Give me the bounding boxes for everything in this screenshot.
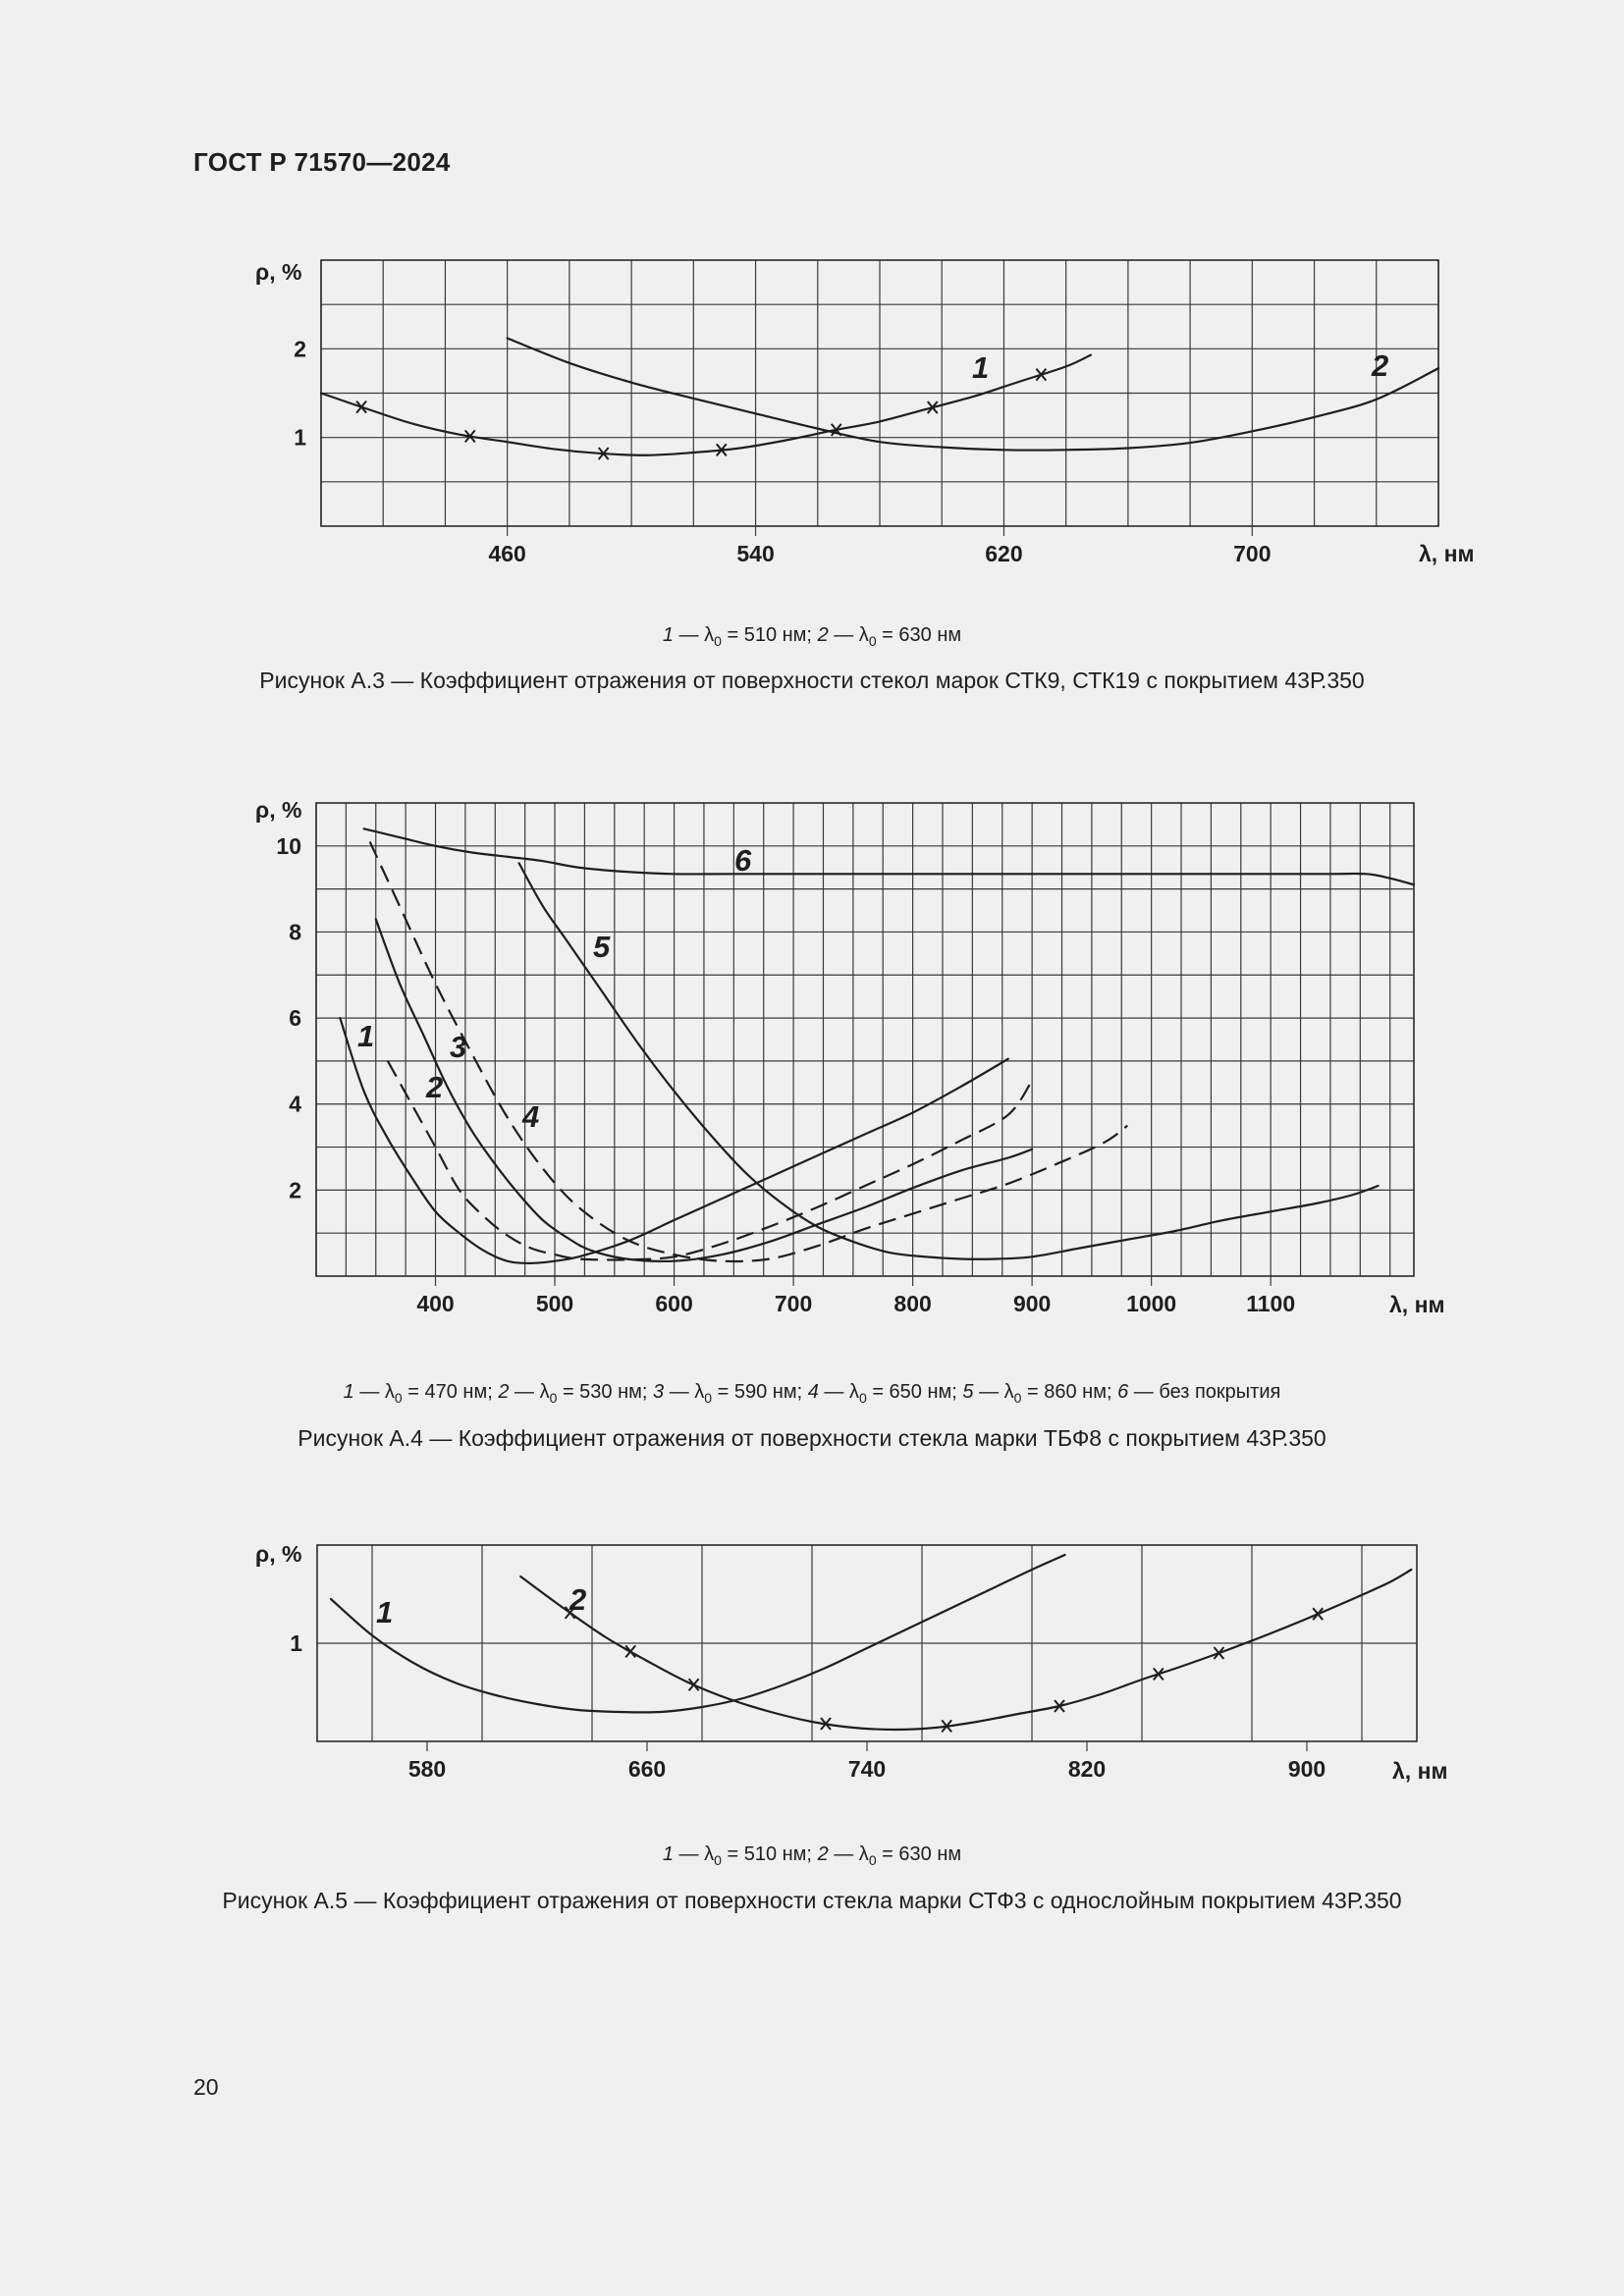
legend-text-part: 0 <box>1013 1390 1022 1406</box>
x-tick-label: 580 <box>407 1756 447 1782</box>
legend-a5 <box>0 1843 1624 1868</box>
series-2-marker <box>1214 1647 1223 1659</box>
y-tick-label: 1 <box>294 424 306 451</box>
y-axis-label: ρ, % <box>255 259 302 285</box>
legend-text-part: 1 <box>662 1843 674 1865</box>
x-tick-label: 660 <box>627 1756 667 1782</box>
y-tick-label: 6 <box>289 1005 301 1032</box>
legend-text-part: = 530 нм; <box>557 1381 654 1403</box>
x-tick-label: 900 <box>1287 1756 1326 1782</box>
y-tick-label: 2 <box>289 1177 301 1203</box>
legend-text-part: = 590 нм; <box>712 1381 808 1403</box>
document-header: ГОСТ Р 71570—2024 <box>193 147 451 177</box>
legend-text-part: 6 <box>1117 1381 1129 1403</box>
series-2-line <box>520 1570 1411 1730</box>
y-axis-label: ρ, % <box>255 1541 302 1567</box>
legend-text-part: 0 <box>714 1852 722 1868</box>
legend-text-part: 0 <box>714 633 722 649</box>
series-2-marker <box>689 1679 699 1690</box>
x-tick-label: 600 <box>655 1291 693 1316</box>
legend-text-part: — λ <box>674 624 715 646</box>
series-5-label: 5 <box>593 930 611 964</box>
caption-a5: Рисунок А.5 — Коэффициент отражения от поверхности стекла марки СТФ3 с однослойным покрытием 43Р.350 <box>222 1888 1402 1913</box>
y-tick-label: 4 <box>289 1091 301 1117</box>
legend-text-part: 1 <box>343 1381 354 1403</box>
legend-text-part: = 630 нм <box>876 1843 962 1865</box>
legend-text-part: — λ <box>509 1381 550 1403</box>
series-2-label: 2 <box>1372 348 1389 383</box>
series-4-label: 4 <box>522 1099 540 1134</box>
legend-text-part: = 510 нм; <box>721 1843 818 1865</box>
series-1-label: 1 <box>376 1595 394 1629</box>
series-1-label: 1 <box>357 1019 375 1053</box>
y-tick-label: 10 <box>276 832 301 859</box>
legend-text-part: = 470 нм; <box>402 1381 499 1403</box>
legend-text-part: — λ <box>353 1381 395 1403</box>
x-tick-label: 800 <box>893 1291 932 1316</box>
x-tick-label: 1000 <box>1126 1291 1177 1316</box>
caption-a3: Рисунок А.3 — Коэффициент отражения от поверхности стекол марок СТК9, СТК19 с покрытием 43Р.350 <box>259 667 1365 693</box>
y-tick-label: 8 <box>289 919 301 945</box>
x-tick-label: 700 <box>1233 541 1272 566</box>
legend-text-part: 2 <box>498 1381 510 1403</box>
legend-text-part: — λ <box>828 624 869 646</box>
page-number: 20 <box>193 2074 219 2100</box>
series-2-marker <box>1313 1608 1323 1620</box>
legend-text-part: — λ <box>828 1843 869 1865</box>
x-axis-label: λ, нм <box>1392 1758 1448 1784</box>
legend-text-part: — λ <box>674 1843 715 1865</box>
legend-text-part: — λ <box>818 1381 859 1403</box>
legend-text-part: 0 <box>549 1390 558 1406</box>
x-tick-label: 740 <box>847 1756 887 1782</box>
x-tick-label: 900 <box>1012 1291 1052 1316</box>
y-tick-label: 1 <box>290 1630 302 1656</box>
legend-text-part: 3 <box>653 1381 665 1403</box>
series-6-label: 6 <box>734 843 752 878</box>
legend-text-part: = 630 нм <box>876 624 962 646</box>
series-2-label: 2 <box>569 1582 587 1617</box>
x-tick-label: 700 <box>774 1291 813 1316</box>
y-axis-label: ρ, % <box>255 797 302 823</box>
caption-a4: Рисунок А.4 — Коэффициент отражения от поверхности стекла марки ТБФ8 с покрытием 43Р.350 <box>298 1425 1326 1451</box>
series-2-label: 2 <box>426 1070 444 1104</box>
x-tick-label: 400 <box>416 1291 455 1316</box>
legend-text-part: — λ <box>664 1381 705 1403</box>
legend-text-part: 2 <box>817 1843 829 1865</box>
legend-text-part: 0 <box>868 1852 877 1868</box>
legend-text-part: 4 <box>807 1381 819 1403</box>
legend-text-part: — без покрытия <box>1128 1381 1281 1403</box>
x-tick-label: 500 <box>535 1291 574 1316</box>
x-tick-label: 820 <box>1067 1756 1107 1782</box>
legend-text-part: 1 <box>662 624 674 646</box>
legend-text-part: 0 <box>858 1390 867 1406</box>
legend-text-part: = 860 нм; <box>1021 1381 1118 1403</box>
legend-text-part: 0 <box>868 633 877 649</box>
legend-text-part: 5 <box>962 1381 974 1403</box>
x-axis-label: λ, нм <box>1419 541 1475 566</box>
legend-text-part: = 650 нм; <box>866 1381 963 1403</box>
y-tick-label: 2 <box>294 336 306 362</box>
series-1-label: 1 <box>972 350 990 385</box>
x-axis-label: λ, нм <box>1389 1292 1445 1317</box>
x-tick-label: 620 <box>985 541 1023 566</box>
legend-text-part: = 510 нм; <box>721 624 818 646</box>
legend-text-part: — λ <box>973 1381 1014 1403</box>
series-3-label: 3 <box>450 1030 467 1064</box>
legend-text-part: 0 <box>394 1390 403 1406</box>
x-tick-label: 460 <box>488 541 526 566</box>
x-tick-label: 540 <box>736 541 775 566</box>
legend-text-part: 0 <box>704 1390 713 1406</box>
legend-text-part: 2 <box>817 624 829 646</box>
series-2-marker <box>625 1645 635 1657</box>
x-tick-label: 1100 <box>1246 1291 1296 1316</box>
